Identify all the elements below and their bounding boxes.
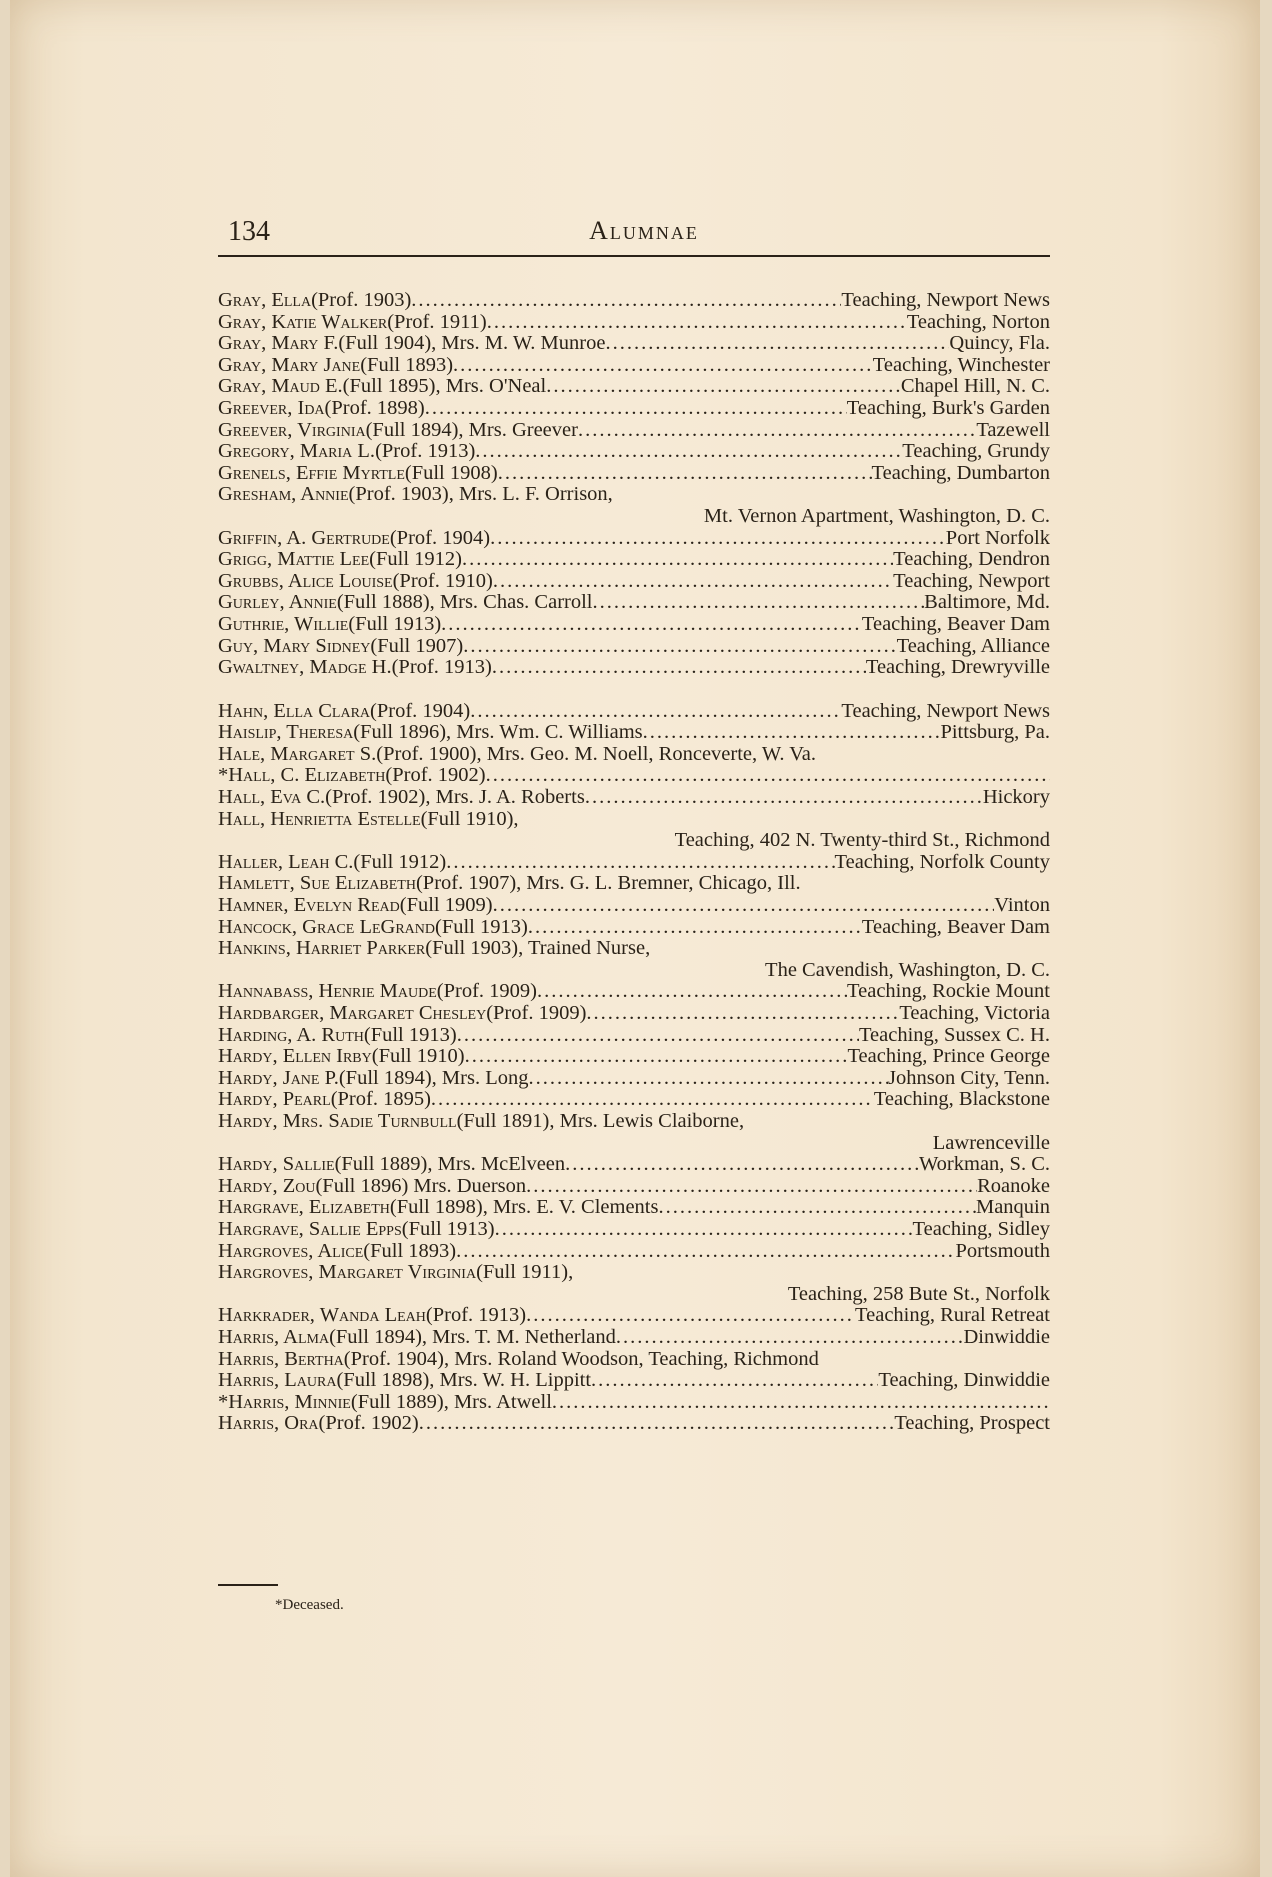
entry-destination: Baltimore, Md. — [924, 592, 1050, 614]
entry-name: Hamlett, Sue Elizabeth — [218, 873, 416, 895]
entry-line — [218, 1413, 1050, 1435]
entry-name: *Harris, Minnie — [218, 1391, 351, 1413]
entry-line — [218, 441, 1050, 463]
entry-line — [218, 1327, 1050, 1349]
entry-details: (Full 1913) — [401, 1218, 495, 1240]
entry-name: Haller, Leah C. — [218, 851, 354, 873]
entry-details: (Prof. 1913) — [425, 1305, 527, 1327]
entry-details: (Prof. 1903) — [311, 290, 412, 311]
dot-leader — [431, 1089, 874, 1111]
entry-details: (Prof. 1902) — [318, 1413, 419, 1435]
entry-name: Gray, Maud E. — [218, 376, 343, 398]
dot-leader — [585, 787, 983, 809]
entry-name: Hardy, Ellen Irby — [218, 1046, 372, 1068]
entry-line — [218, 398, 1050, 420]
entry-continuation: Teaching, 258 Bute St., Norfolk — [787, 1282, 1050, 1305]
list-item — [218, 376, 1050, 398]
entry-details: (Prof. 1909) — [486, 1003, 587, 1024]
list-item — [218, 852, 1050, 874]
entry-name: Hardy, Mrs. Sadie Turnbull — [218, 1110, 457, 1132]
list-item — [218, 1197, 1050, 1219]
list-item — [218, 441, 1050, 463]
entry-line — [218, 1392, 1050, 1414]
entry-name: Grubbs, Alice Louise — [218, 570, 393, 592]
entry-line — [218, 1349, 1050, 1371]
entry-destination: Teaching, Prospect — [894, 1413, 1050, 1435]
entry-line — [218, 614, 1050, 636]
entry-line — [218, 1305, 1050, 1327]
dot-leader — [487, 312, 907, 334]
entry-line — [218, 1176, 1050, 1198]
entry-destination: Pittsburg, Pa. — [940, 722, 1050, 744]
entry-destination: Teaching, Blackstone — [873, 1089, 1050, 1111]
entry-details: (Full 1908) — [404, 462, 498, 484]
list-item — [218, 722, 1050, 744]
entry-line — [218, 852, 1050, 874]
entry-line — [218, 290, 1050, 312]
dot-leader — [453, 355, 873, 377]
entry-name: Hancock, Grace LeGrand — [218, 916, 435, 938]
entry-name: Hargroves, Alice — [218, 1240, 364, 1262]
dot-leader — [495, 1219, 913, 1241]
entry-details: (Full 1896) Mrs. Duerson — [315, 1175, 527, 1197]
dot-leader — [658, 1197, 975, 1219]
dot-leader — [552, 1392, 1050, 1414]
entry-line — [218, 1046, 1050, 1068]
entry-name: Gray, Mary Jane — [218, 354, 361, 376]
dot-leader — [578, 420, 976, 442]
entry-destination: Tazewell — [976, 419, 1050, 441]
dot-leader — [419, 1413, 895, 1435]
alumnae-list — [218, 290, 1050, 1435]
entry-details: (Full 1910), — [420, 808, 519, 830]
entry-continuation: The Cavendish, Washington, D. C. — [765, 958, 1050, 981]
list-item — [218, 701, 1050, 723]
list-item — [218, 420, 1050, 442]
list-item — [218, 1089, 1050, 1111]
dot-leader — [425, 398, 847, 420]
dot-leader — [475, 441, 902, 463]
entry-details: (Full 1894), Mrs. Greever — [365, 419, 578, 441]
entry-destination: Teaching, Norfolk County — [834, 851, 1050, 873]
list-item — [218, 917, 1050, 939]
dot-leader — [465, 1046, 848, 1068]
entry-details: (Full 1893) — [363, 1240, 457, 1262]
list-item — [218, 1025, 1050, 1047]
entry-details: (Prof. 1904) — [370, 700, 471, 722]
dot-leader — [492, 657, 866, 679]
dot-leader — [446, 852, 834, 874]
entry-line — [218, 636, 1050, 658]
entry-line — [218, 1219, 1050, 1241]
entry-line — [218, 744, 1050, 766]
entry-destination: Workman, S. C. — [918, 1154, 1050, 1176]
list-item — [218, 614, 1050, 636]
entry-line — [218, 420, 1050, 442]
entry-destination: Teaching, Beaver Dam — [861, 613, 1050, 635]
entry-destination: Teaching, Dinwiddie — [878, 1370, 1050, 1392]
entry-details: (Full 1913) — [435, 916, 528, 938]
dot-leader — [528, 917, 862, 939]
list-item — [218, 571, 1050, 593]
list-item — [218, 592, 1050, 614]
entry-details: (Full 1907) — [370, 635, 464, 657]
section-gap — [218, 679, 1050, 701]
entry-details: (Prof. 1902), Mrs. J. A. Roberts — [325, 787, 585, 809]
list-item — [218, 787, 1050, 809]
entry-details: (Full 1895), Mrs. O'Neal — [342, 376, 547, 398]
list-item — [218, 938, 1050, 981]
entry-line — [218, 1241, 1050, 1263]
entry-details: (Prof. 1904), Mrs. Roland Woodson, Teaching, Richmond — [343, 1348, 819, 1370]
entry-details: (Full 1913) — [363, 1024, 457, 1046]
entry-details: (Prof. 1910) — [392, 570, 493, 592]
page-number: 134 — [228, 216, 270, 247]
dot-leader — [493, 571, 893, 593]
entry-line — [218, 787, 1050, 809]
dot-leader — [565, 1154, 919, 1176]
entry-details: (Full 1898), Mrs. E. V. Clements — [389, 1197, 659, 1219]
entry-line — [218, 657, 1050, 679]
entry-line — [218, 873, 1050, 895]
entry-destination: Vinton — [994, 895, 1050, 917]
dot-leader — [528, 1068, 888, 1090]
entry-details: (Full 1894), Mrs. Long — [338, 1067, 529, 1089]
footnote-rule — [218, 1584, 278, 1586]
entry-destination: Teaching, Prince George — [847, 1046, 1050, 1068]
entry-line — [218, 571, 1050, 593]
entry-destination: Teaching, Winchester — [872, 354, 1050, 376]
dot-leader — [526, 1305, 855, 1327]
entry-name: Harris, Alma — [218, 1326, 330, 1348]
list-item — [218, 355, 1050, 377]
dot-leader — [526, 1176, 977, 1198]
entry-details: (Full 1913) — [348, 613, 442, 635]
entry-name: Hardy, Zou — [218, 1175, 316, 1197]
entry-destination: Teaching, Dumbarton — [871, 462, 1050, 484]
entry-details: (Full 1910) — [371, 1046, 465, 1068]
list-item — [218, 873, 1050, 895]
page-header — [228, 216, 1060, 256]
dot-leader — [593, 592, 925, 614]
dot-leader — [486, 765, 1050, 787]
entry-name: Harris, Laura — [218, 1370, 337, 1392]
entry-continuation: Mt. Vernon Apartment, Washington, D. C. — [703, 504, 1050, 527]
entry-line — [218, 1154, 1050, 1176]
list-item — [218, 1262, 1050, 1305]
entry-name: Grenels, Effie Myrtle — [218, 462, 405, 484]
entry-details: (Full 1911), — [476, 1262, 574, 1284]
entry-name: Hargrave, Sallie Epps — [218, 1218, 402, 1240]
entry-destination: Portsmouth — [955, 1240, 1050, 1262]
entry-line — [218, 333, 1050, 355]
list-item — [218, 1068, 1050, 1090]
entry-name: Hardy, Pearl — [218, 1089, 331, 1111]
entry-line — [218, 1111, 1050, 1133]
entry-details: (Prof. 1913) — [375, 441, 476, 463]
entry-name: Hankins, Harriet Parker — [218, 938, 426, 960]
list-item — [218, 1392, 1050, 1414]
entry-name: Gray, Ella — [218, 290, 312, 311]
running-title: Alumnae — [589, 216, 699, 245]
entry-name: Hale, Margaret S. — [218, 743, 377, 765]
entry-line — [218, 355, 1050, 377]
entry-destination: Teaching, Sussex C. H. — [858, 1024, 1050, 1046]
entry-line — [218, 463, 1050, 485]
entry-line — [218, 1089, 1050, 1111]
dot-leader — [498, 463, 872, 485]
entry-details: (Full 1909) — [399, 895, 493, 917]
entry-line — [218, 1025, 1050, 1047]
entry-destination: Manquin — [975, 1197, 1050, 1219]
list-item — [218, 981, 1050, 1003]
list-item — [218, 1111, 1050, 1154]
entry-line — [218, 1262, 1050, 1284]
list-item — [218, 744, 1050, 766]
dot-leader — [411, 290, 841, 312]
entry-name: Greever, Ida — [218, 397, 325, 419]
entry-details: (Full 1893) — [360, 354, 454, 376]
list-item — [218, 1219, 1050, 1241]
entry-line — [218, 1197, 1050, 1219]
list-item — [218, 484, 1050, 527]
entry-destination: Teaching, Dendron — [893, 549, 1050, 571]
entry-name: Harris, Bertha — [218, 1348, 344, 1370]
entry-line — [218, 722, 1050, 744]
entry-details: (Prof. 1900), Mrs. Geo. M. Noell, Ronceverte, W. Va. — [376, 743, 817, 765]
entry-line — [218, 528, 1050, 550]
entry-line — [218, 592, 1050, 614]
dot-leader — [643, 722, 941, 744]
list-item — [218, 1370, 1050, 1392]
entry-continuation: Teaching, 402 N. Twenty-third St., Richmond — [674, 829, 1050, 852]
dot-leader — [537, 981, 847, 1003]
dot-leader — [616, 1327, 964, 1349]
entry-name: Hamner, Evelyn Read — [218, 895, 400, 917]
page — [10, 0, 1260, 1877]
entry-name: Gregory, Maria L. — [218, 441, 376, 463]
dot-leader — [546, 376, 901, 398]
entry-continuation: Lawrenceville — [932, 1131, 1050, 1154]
list-item — [218, 1046, 1050, 1068]
entry-name: Harkrader, Wanda Leah — [218, 1305, 426, 1327]
entry-line — [218, 895, 1050, 917]
entry-details: (Full 1898), Mrs. W. H. Lippitt — [336, 1370, 592, 1392]
entry-details: (Prof. 1902) — [385, 765, 486, 787]
list-item — [218, 895, 1050, 917]
entry-name: Guy, Mary Sidney — [218, 635, 371, 657]
entry-line — [218, 1003, 1050, 1025]
entry-name: Hall, Eva C. — [218, 787, 326, 809]
list-item — [218, 528, 1050, 550]
list-item — [218, 333, 1050, 355]
entry-details: (Full 1896), Mrs. Wm. C. Williams — [353, 722, 643, 744]
entry-details: (Prof. 1895) — [330, 1089, 431, 1111]
entry-name: Harris, Ora — [218, 1413, 319, 1435]
entry-line — [218, 765, 1050, 787]
entry-details: (Full 1889), Mrs. McElveen — [334, 1154, 566, 1176]
entry-name: *Hall, C. Elizabeth — [218, 765, 386, 787]
entry-name: Hannabass, Henrie Maude — [218, 981, 437, 1003]
entry-destination: Johnson City, Tenn. — [887, 1067, 1050, 1089]
entry-details: (Full 1889), Mrs. Atwell — [350, 1391, 552, 1413]
entry-line — [218, 484, 1050, 506]
list-item — [218, 1154, 1050, 1176]
entry-destination: Quincy, Fla. — [949, 333, 1050, 355]
list-item — [218, 1349, 1050, 1371]
entry-details: (Full 1912) — [353, 851, 447, 873]
entry-line — [218, 938, 1050, 960]
list-item — [218, 549, 1050, 571]
entry-destination: Teaching, Beaver Dam — [861, 916, 1050, 938]
entry-details: (Prof. 1898) — [324, 397, 425, 419]
entry-name: Griffin, A. Gertrude — [218, 527, 390, 549]
list-item — [218, 398, 1050, 420]
entry-destination: Teaching, Newport News — [841, 290, 1050, 311]
list-item — [218, 809, 1050, 852]
list-item — [218, 1003, 1050, 1025]
entry-destination: Teaching, Sidley — [912, 1218, 1050, 1240]
entry-name: Hardbarger, Margaret Chesley — [218, 1003, 487, 1024]
entry-name: Gwaltney, Madge H. — [218, 657, 392, 679]
entry-destination: Dinwiddie — [963, 1326, 1050, 1348]
list-item — [218, 1241, 1050, 1263]
entry-name: Gurley, Annie — [218, 592, 337, 614]
entry-name: Hardy, Jane P. — [218, 1067, 339, 1089]
entry-details: (Prof. 1909) — [436, 981, 537, 1003]
list-item — [218, 290, 1050, 312]
entry-name: Hardy, Sallie — [218, 1154, 335, 1176]
entry-destination: Teaching, Victoria — [899, 1003, 1050, 1024]
list-item — [218, 765, 1050, 787]
entry-name: Hall, Henrietta Estelle — [218, 808, 421, 830]
entry-line — [218, 981, 1050, 1003]
entry-details: (Full 1891), Mrs. Lewis Claiborne, — [456, 1110, 745, 1132]
dot-leader — [490, 528, 946, 550]
entry-destination: Teaching, Newport News — [841, 700, 1050, 722]
dot-leader — [586, 1003, 899, 1025]
entry-line — [218, 376, 1050, 398]
entry-destination: Teaching, Drewryville — [865, 657, 1050, 679]
dot-leader — [463, 636, 896, 658]
entry-name: Harding, A. Ruth — [218, 1024, 364, 1046]
entry-details: (Full 1903), Trained Nurse, — [425, 938, 651, 960]
entry-details: (Full 1904), Mrs. M. W. Munroe — [338, 333, 606, 355]
dot-leader — [462, 549, 893, 571]
entry-name: Hahn, Ella Clara — [218, 700, 371, 722]
entry-details: (Prof. 1903), Mrs. L. F. Orrison, — [348, 484, 613, 506]
entry-destination: Teaching, Norton — [906, 311, 1050, 333]
list-item — [218, 463, 1050, 485]
entry-name: Hargrave, Elizabeth — [218, 1197, 390, 1219]
footnote: *Deceased. — [275, 1597, 344, 1613]
list-item — [218, 1413, 1050, 1435]
entry-destination: Hickory — [982, 787, 1050, 809]
entry-destination: Teaching, Newport — [893, 570, 1050, 592]
list-item — [218, 312, 1050, 334]
list-item — [218, 636, 1050, 658]
entry-name: Gray, Mary F. — [218, 333, 339, 355]
entry-name: Grigg, Mattie Lee — [218, 549, 370, 571]
entry-line — [218, 809, 1050, 831]
list-item — [218, 1327, 1050, 1349]
entry-details: (Prof. 1907), Mrs. G. L. Bremner, Chicago, Ill. — [415, 873, 801, 895]
entry-name: Hargroves, Margaret Virginia — [218, 1262, 477, 1284]
entry-details: (Full 1888), Mrs. Chas. Carroll — [336, 592, 593, 614]
entry-line — [218, 549, 1050, 571]
entry-line — [218, 312, 1050, 334]
entry-name: Greever, Virginia — [218, 419, 366, 441]
entry-destination: Teaching, Alliance — [896, 635, 1050, 657]
entry-destination: Teaching, Burk's Garden — [846, 397, 1050, 419]
entry-name: Gray, Katie Walker — [218, 311, 388, 333]
entry-details: (Full 1912) — [369, 549, 462, 571]
dot-leader — [441, 614, 862, 636]
dot-leader — [591, 1370, 878, 1392]
entry-destination: Teaching, Grundy — [902, 441, 1050, 463]
entry-destination: Chapel Hill, N. C. — [900, 376, 1050, 398]
entry-details: (Prof. 1904) — [389, 527, 491, 549]
entry-destination: Port Norfolk — [945, 527, 1050, 549]
entry-name: Haislip, Theresa — [218, 722, 354, 744]
entry-destination: Roanoke — [977, 1175, 1050, 1197]
entry-destination: Teaching, Rural Retreat — [855, 1305, 1050, 1327]
header-rule — [218, 255, 1050, 257]
entry-details: (Full 1894), Mrs. T. M. Netherland — [329, 1326, 616, 1348]
dot-leader — [457, 1025, 859, 1047]
list-item — [218, 657, 1050, 679]
entry-details: (Prof. 1913) — [391, 657, 492, 679]
dot-leader — [493, 895, 995, 917]
entry-line — [218, 1370, 1050, 1392]
entry-line — [218, 917, 1050, 939]
entry-name: Gresham, Annie — [218, 484, 349, 506]
dot-leader — [456, 1241, 955, 1263]
list-item — [218, 1176, 1050, 1198]
dot-leader — [470, 701, 841, 723]
entry-details: (Prof. 1911) — [387, 311, 487, 333]
entry-line — [218, 701, 1050, 723]
entry-name: Guthrie, Willie — [218, 613, 349, 635]
entry-destination: Teaching, Rockie Mount — [847, 981, 1050, 1003]
dot-leader — [605, 333, 949, 355]
list-item — [218, 1305, 1050, 1327]
entry-line — [218, 1068, 1050, 1090]
